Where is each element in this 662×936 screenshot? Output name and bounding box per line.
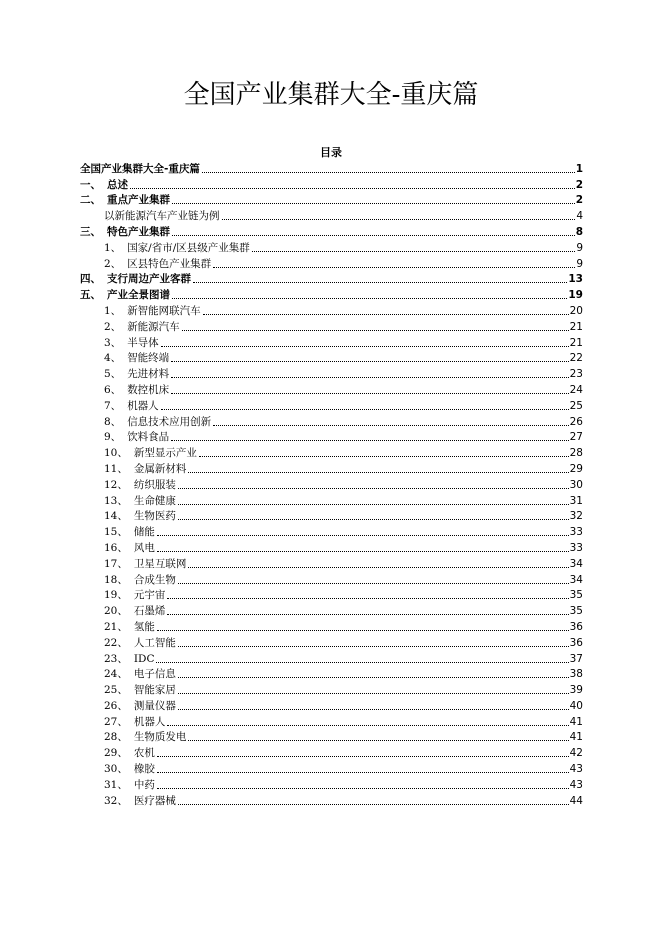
toc-entry-title: 纺织服装	[133, 478, 176, 491]
toc-entry[interactable]	[80, 271, 583, 287]
toc-dot-leader	[167, 717, 568, 726]
toc-entry-number: 30、	[104, 763, 128, 776]
toc-entry-number: 14、	[104, 510, 128, 523]
toc-entry-title: 新智能网联汽车	[127, 304, 201, 317]
toc-entry[interactable]	[80, 192, 583, 208]
toc-entry-title: 新型显示产业	[133, 447, 197, 460]
toc-entry-number: 二、	[80, 194, 101, 207]
toc-dot-leader	[157, 748, 569, 757]
toc-entry-title: 区县特色产业集群	[127, 257, 212, 270]
toc-entry-number: 18、	[104, 573, 128, 586]
toc-entry-page-number: 39	[569, 684, 583, 697]
toc-entry-title: 医疗器械	[133, 794, 176, 807]
toc-entry-page-number: 25	[569, 399, 583, 412]
toc-entry-number: 4、	[104, 352, 122, 365]
toc-heading: 目录	[320, 146, 342, 159]
toc-entry-title: 生命健康	[133, 494, 176, 507]
toc-entry-number: 15、	[104, 526, 128, 539]
toc-entry-number: 11、	[104, 462, 128, 475]
toc-entry-page-number: 20	[569, 304, 583, 317]
toc-entry-number: 22、	[104, 636, 128, 649]
toc-entry[interactable]	[80, 302, 583, 318]
toc-entry-page-number: 23	[569, 368, 583, 381]
toc-dot-leader	[193, 274, 567, 283]
toc-entry-number: 一、	[80, 178, 101, 191]
toc-entry[interactable]	[80, 713, 583, 729]
toc-entry-number: 17、	[104, 557, 128, 570]
toc-entry[interactable]	[80, 587, 583, 603]
toc-entry-title: 机器人	[133, 715, 166, 728]
toc-entry-page-number: 8	[575, 225, 583, 238]
toc-entry-page-number: 2	[575, 178, 583, 191]
toc-entry[interactable]	[80, 744, 583, 760]
toc-entry-title: 先进材料	[127, 368, 170, 381]
toc-entry-page-number: 22	[569, 352, 583, 365]
toc-dot-leader	[178, 480, 569, 489]
toc-entry-page-number: 33	[569, 541, 583, 554]
toc-entry-number: 5、	[104, 368, 122, 381]
toc-dot-leader	[178, 701, 569, 710]
toc-entry-number: 7、	[104, 399, 122, 412]
toc-dot-leader	[202, 164, 575, 173]
toc-dot-leader	[172, 227, 575, 236]
toc-dot-leader	[167, 606, 568, 615]
toc-entry-title: 半导体	[127, 336, 159, 349]
toc-dot-leader	[213, 417, 568, 426]
toc-entry-page-number: 2	[575, 194, 583, 207]
toc-entry-title: 机器人	[127, 399, 159, 412]
toc-entry-number: 26、	[104, 699, 128, 712]
toc-dot-leader	[178, 511, 569, 520]
toc-entry[interactable]	[80, 760, 583, 776]
toc-entry[interactable]	[80, 318, 583, 334]
toc-dot-leader	[178, 685, 569, 694]
toc-dot-leader	[178, 796, 569, 805]
toc-dot-leader	[161, 338, 569, 347]
toc-entry[interactable]	[80, 555, 583, 571]
toc-entry-title: IDC	[133, 652, 155, 665]
toc-entry-number: 3、	[104, 336, 122, 349]
toc-dot-leader	[203, 306, 569, 315]
toc-entry-number: 23、	[104, 652, 128, 665]
toc-entry[interactable]	[80, 729, 583, 745]
toc-entry-title: 支行周边产业客群	[107, 273, 191, 286]
toc-entry-number: 三、	[80, 225, 101, 238]
toc-entry-page-number: 9	[576, 257, 583, 270]
toc-entry-title: 生物质发电	[133, 731, 187, 744]
toc-entry-number: 6、	[104, 383, 122, 396]
toc-entry-title: 以新能源汽车产业链为例	[104, 210, 220, 223]
toc-entry-number: 16、	[104, 541, 128, 554]
toc-entry-number: 29、	[104, 747, 128, 760]
document-title: 全国产业集群大全-重庆篇	[183, 80, 479, 110]
toc-entry-number: 2、	[104, 320, 122, 333]
toc-entry[interactable]	[80, 413, 583, 429]
toc-entry-page-number: 43	[569, 778, 583, 791]
toc-entry-page-number: 30	[569, 478, 583, 491]
toc-entry-title: 智能终端	[127, 352, 170, 365]
toc-dot-leader	[188, 464, 568, 473]
toc-dot-leader	[171, 353, 568, 362]
toc-entry[interactable]	[80, 365, 583, 381]
toc-entry[interactable]	[80, 618, 583, 634]
toc-entry-number: 19、	[104, 589, 128, 602]
toc-entry-page-number: 26	[569, 415, 583, 428]
toc-entry[interactable]	[80, 776, 583, 792]
toc-entry-number: 25、	[104, 684, 128, 697]
toc-entry-number: 8、	[104, 415, 122, 428]
toc-entry-title: 产业全景图谱	[107, 289, 170, 302]
toc-entry[interactable]	[80, 444, 583, 460]
toc-entry-title: 智能家居	[133, 684, 176, 697]
toc-entry-page-number: 27	[569, 431, 583, 444]
toc-entry-number: 五、	[80, 289, 101, 302]
toc-entry-title: 测量仪器	[133, 699, 176, 712]
toc-dot-leader	[188, 559, 568, 568]
toc-entry[interactable]	[80, 176, 583, 192]
toc-dot-leader	[222, 211, 576, 220]
toc-entry[interactable]	[80, 792, 583, 808]
toc-entry-page-number: 35	[569, 605, 583, 618]
toc-entry-number: 24、	[104, 668, 128, 681]
toc-dot-leader	[157, 527, 569, 536]
toc-entry[interactable]	[80, 160, 583, 176]
toc-entry-title: 风电	[133, 541, 155, 554]
toc-entry[interactable]	[80, 255, 583, 271]
toc-dot-leader	[157, 764, 569, 773]
toc-entry-title: 农机	[133, 747, 155, 760]
toc-entry-number: 1、	[104, 304, 122, 317]
toc-entry-page-number: 44	[569, 794, 583, 807]
toc-entry[interactable]	[80, 571, 583, 587]
toc-dot-leader	[171, 432, 568, 441]
toc-entry[interactable]	[80, 239, 583, 255]
toc-entry-page-number: 40	[569, 699, 583, 712]
toc-entry-page-number: 41	[569, 731, 583, 744]
toc-entry-number: 10、	[104, 447, 128, 460]
toc-entry-number: 9、	[104, 431, 122, 444]
toc-entry-number: 32、	[104, 794, 128, 807]
toc-entry-page-number: 9	[576, 241, 583, 254]
toc-entry-page-number: 24	[569, 383, 583, 396]
toc-entry[interactable]	[80, 492, 583, 508]
toc-entry-title: 总述	[107, 178, 128, 191]
toc-entry[interactable]	[80, 666, 583, 682]
toc-entry-title: 饮料食品	[127, 431, 170, 444]
toc-entry-page-number: 32	[569, 510, 583, 523]
toc-entry-page-number: 1	[575, 162, 583, 175]
toc-entry-page-number: 36	[569, 620, 583, 633]
toc-dot-leader	[172, 195, 575, 204]
toc-entry-page-number: 21	[569, 320, 583, 333]
toc-entry[interactable]	[80, 429, 583, 445]
toc-entry-number: 31、	[104, 778, 128, 791]
toc-entry-page-number: 42	[569, 747, 583, 760]
toc-entry-number: 2、	[104, 257, 122, 270]
toc-dot-leader	[156, 654, 568, 663]
toc-entry-page-number: 38	[569, 668, 583, 681]
toc-entry[interactable]	[80, 634, 583, 650]
toc-entry[interactable]	[80, 508, 583, 524]
toc-dot-leader	[199, 448, 569, 457]
toc-entry-page-number: 28	[569, 447, 583, 460]
toc-entry-number: 1、	[104, 241, 122, 254]
toc-dot-leader	[178, 638, 569, 647]
toc-entry-page-number: 33	[569, 526, 583, 539]
toc-entry-title: 卫星互联网	[133, 557, 187, 570]
toc-entry[interactable]	[80, 207, 583, 223]
toc-entry-page-number: 13	[568, 273, 583, 286]
toc-entry[interactable]	[80, 697, 583, 713]
toc-entry-title: 特色产业集群	[107, 225, 170, 238]
toc-entry-title: 金属新材料	[133, 462, 187, 475]
toc-entry-page-number: 34	[569, 557, 583, 570]
toc-dot-leader	[157, 622, 569, 631]
toc-entry-number: 12、	[104, 478, 128, 491]
toc-entry-title: 数控机床	[127, 383, 170, 396]
toc-entry-title: 重点产业集群	[107, 194, 170, 207]
toc-entry-page-number: 31	[569, 494, 583, 507]
toc-entry-page-number: 21	[569, 336, 583, 349]
toc-entry[interactable]	[80, 381, 583, 397]
toc-entry-title: 储能	[133, 526, 155, 539]
toc-dot-leader	[130, 180, 575, 189]
toc-dot-leader	[252, 243, 576, 252]
toc-dot-leader	[157, 780, 569, 789]
toc-entry[interactable]	[80, 223, 583, 239]
toc-dot-leader	[178, 575, 569, 584]
toc-entry-page-number: 4	[576, 210, 583, 223]
toc-entry[interactable]	[80, 681, 583, 697]
toc-entry-page-number: 29	[569, 462, 583, 475]
toc-entry-number: 28、	[104, 731, 128, 744]
table-of-contents	[80, 160, 583, 808]
toc-entry-page-number: 43	[569, 763, 583, 776]
toc-dot-leader	[172, 290, 567, 299]
toc-entry-number: 21、	[104, 620, 128, 633]
toc-entry[interactable]	[80, 650, 583, 666]
toc-entry-title: 生物医药	[133, 510, 176, 523]
toc-dot-leader	[167, 590, 568, 599]
toc-entry-page-number: 37	[569, 652, 583, 665]
toc-dot-leader	[178, 496, 569, 505]
toc-entry-title: 信息技术应用创新	[127, 415, 212, 428]
toc-entry-page-number: 35	[569, 589, 583, 602]
toc-entry[interactable]	[80, 397, 583, 413]
toc-entry-number: 13、	[104, 494, 128, 507]
toc-entry[interactable]	[80, 334, 583, 350]
toc-entry-title: 中药	[133, 778, 155, 791]
toc-entry-title: 人工智能	[133, 636, 176, 649]
toc-dot-leader	[171, 369, 568, 378]
toc-entry[interactable]	[80, 523, 583, 539]
toc-dot-leader	[171, 385, 568, 394]
toc-entry-title: 电子信息	[133, 668, 176, 681]
toc-entry-page-number: 36	[569, 636, 583, 649]
toc-entry-number: 四、	[80, 273, 101, 286]
toc-entry-title: 全国产业集群大全-重庆篇	[80, 162, 200, 175]
toc-entry-title: 氢能	[133, 620, 155, 633]
toc-entry[interactable]	[80, 350, 583, 366]
toc-entry-page-number: 19	[568, 289, 583, 302]
toc-entry-title: 元宇宙	[133, 589, 166, 602]
toc-entry-title: 国家/省市/区县级产业集群	[127, 241, 250, 254]
toc-entry[interactable]	[80, 460, 583, 476]
toc-dot-leader	[178, 669, 569, 678]
toc-dot-leader	[188, 732, 568, 741]
toc-entry[interactable]	[80, 286, 583, 302]
toc-dot-leader	[157, 543, 569, 552]
toc-entry-page-number: 34	[569, 573, 583, 586]
toc-entry-title: 合成生物	[133, 573, 176, 586]
toc-entry-title: 橡胶	[133, 763, 155, 776]
toc-entry-title: 石墨烯	[133, 605, 166, 618]
toc-dot-leader	[161, 401, 569, 410]
toc-entry[interactable]	[80, 476, 583, 492]
toc-entry-page-number: 41	[569, 715, 583, 728]
toc-entry[interactable]	[80, 539, 583, 555]
toc-dot-leader	[213, 259, 575, 268]
toc-entry-title: 新能源汽车	[127, 320, 180, 333]
toc-entry-number: 27、	[104, 715, 128, 728]
toc-dot-leader	[182, 322, 569, 331]
toc-entry-number: 20、	[104, 605, 128, 618]
toc-entry[interactable]	[80, 602, 583, 618]
